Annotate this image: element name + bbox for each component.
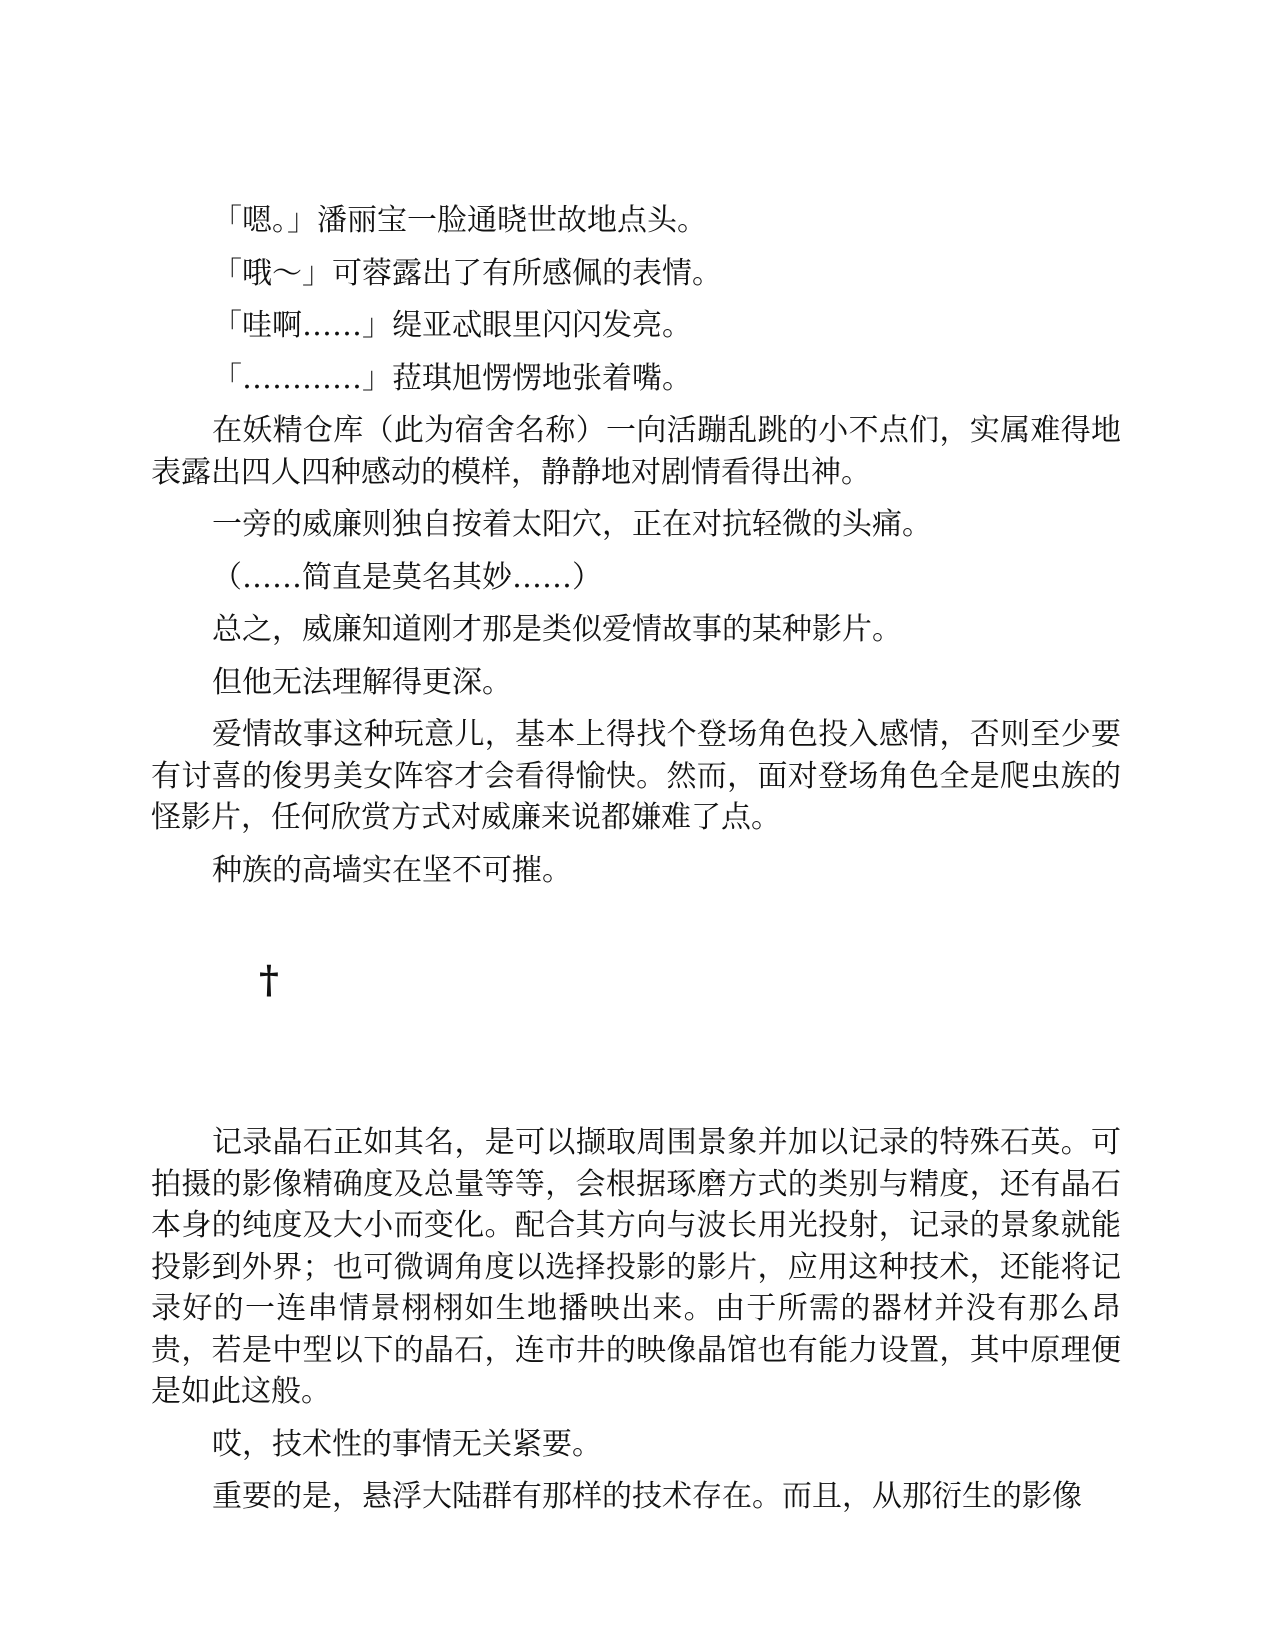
- book-page: [151, 200, 1121, 1529]
- paragraph: 记录晶石正如其名，是可以撷取周围景象并加以记录的特殊石英。可拍摄的影像精确度及总量等等，会根据琢磨方式的类别与精度，还有晶石本身的纯度及大小而变化。配合其方向与波长用光投射，记录的景象就能投影到外界；也可微调角度以选择投影的影片，应用这种技术，还能将记录好的一连串情景栩栩如生地播映出来。由于所需的器材并没有那么昂贵，若是中型以下的晶石，连市井的映像晶馆也有能力设置，其中原理便是如此这般。: [151, 1125, 1121, 1409]
- paragraph: 但他无法理解得更深。: [212, 664, 512, 700]
- paragraph: 在妖精仓库（此为宿舍名称）一向活蹦乱跳的小不点们，实属难得地表露出四人四种感动的模样，静静地对剧情看得出神。: [151, 413, 1121, 490]
- section-divider: [151, 902, 1121, 1122]
- paragraph: 「嗯。」潘丽宝一脸通晓世故地点头。: [212, 203, 707, 238]
- paragraph: 重要的是，悬浮大陆群有那样的技术存在。而且，从那衍生的影像: [212, 1479, 1082, 1514]
- paragraph: 总之，威廉知道刚才那是类似爱情故事的某种影片。: [212, 612, 902, 647]
- paragraph: 种族的高墙实在坚不可摧。: [212, 852, 572, 888]
- paragraph: （……简直是莫名其妙……）: [212, 559, 602, 595]
- paragraph: 爱情故事这种玩意儿，基本上得找个登场角色投入感情，否则至少要有讨喜的俊男美女阵容才会看得愉快。然而，面对登场角色全是爬虫族的怪影片，任何欣赏方式对威廉来说都嫌难了点。: [151, 717, 1121, 835]
- paragraph: 「哦～」可蓉露出了有所感佩的表情。: [212, 255, 722, 291]
- paragraph: 一旁的威廉则独自按着太阳穴，正在对抗轻微的头痛。: [212, 507, 932, 542]
- paragraph: 哎，技术性的事情无关紧要。: [212, 1426, 602, 1462]
- paragraph: 「…………」菈琪旭愣愣地张着嘴。: [212, 360, 692, 396]
- paragraph: 「哇啊……」缇亚忒眼里闪闪发亮。: [212, 308, 692, 343]
- dagger-divider-icon: †: [259, 957, 279, 1002]
